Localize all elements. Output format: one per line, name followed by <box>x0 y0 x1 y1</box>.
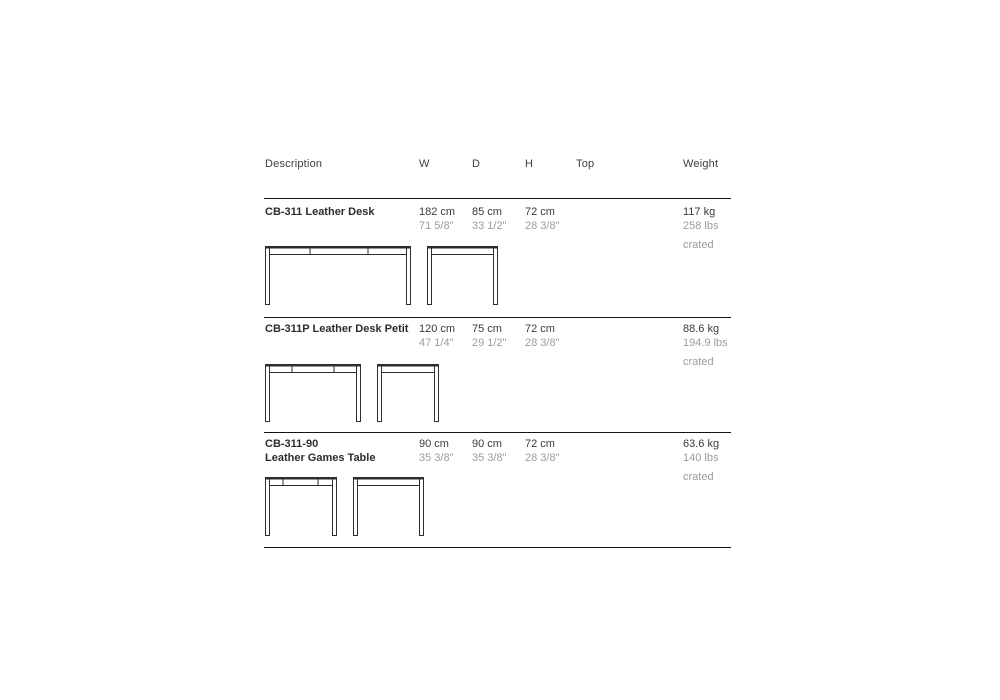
front-view-drawing-cb31190 <box>265 477 337 536</box>
height-cm: 72 cm <box>525 323 555 335</box>
width-cm: 182 cm <box>419 206 456 218</box>
width-inch: 35 3/8" <box>419 452 454 464</box>
weight-kg: 117 kg <box>683 206 716 218</box>
depth-cm: 75 cm <box>472 323 502 335</box>
width-value-row2 <box>419 322 455 350</box>
column-header-height: H <box>525 158 534 170</box>
side-view-drawing-cb311 <box>427 246 498 305</box>
depth-inch: 33 1/2" <box>472 220 507 232</box>
height-cm: 72 cm <box>525 438 555 450</box>
width-cm: 90 cm <box>419 438 449 450</box>
width-value-row3 <box>419 437 454 465</box>
height-value-row3 <box>525 437 560 465</box>
product-name-line1: CB-311P Leather Desk Petit <box>265 323 409 335</box>
depth-value-row2 <box>472 322 507 350</box>
shipping-note-row2: crated <box>683 356 714 368</box>
product-name-row3 <box>265 437 375 465</box>
width-inch: 71 5/8" <box>419 220 454 232</box>
weight-lbs: 140 lbs <box>683 452 719 464</box>
front-view-drawing-cb311 <box>265 246 411 305</box>
depth-value-row3 <box>472 437 507 465</box>
weight-value-row2 <box>683 322 728 350</box>
depth-cm: 90 cm <box>472 438 502 450</box>
weight-value-row3 <box>683 437 719 465</box>
depth-inch: 29 1/2" <box>472 337 507 349</box>
side-view-drawing-cb311p <box>377 364 439 422</box>
column-header-width: W <box>419 158 430 170</box>
column-header-weight: Weight <box>683 158 719 170</box>
table-rule-bottom <box>264 547 731 548</box>
height-inch: 28 3/8" <box>525 337 560 349</box>
width-cm: 120 cm <box>419 323 456 335</box>
column-header-depth: D <box>472 158 481 170</box>
side-view-drawing-cb31190 <box>353 477 424 536</box>
front-view-drawing-cb311p <box>265 364 361 422</box>
depth-inch: 35 3/8" <box>472 452 507 464</box>
height-cm: 72 cm <box>525 206 555 218</box>
product-name-line1: CB-311 Leather Desk <box>265 206 375 218</box>
height-inch: 28 3/8" <box>525 452 560 464</box>
product-name-line2: Leather Games Table <box>265 452 376 464</box>
product-name-row2 <box>265 322 408 336</box>
height-inch: 28 3/8" <box>525 220 560 232</box>
product-name-line1: CB-311-90 <box>265 438 319 450</box>
shipping-note-row1: crated <box>683 239 714 251</box>
depth-cm: 85 cm <box>472 206 502 218</box>
width-value-row1 <box>419 205 455 233</box>
table-rule-row2 <box>264 432 731 433</box>
table-rule-header <box>264 198 731 199</box>
weight-lbs: 258 lbs <box>683 220 719 232</box>
table-rule-row1 <box>264 317 731 318</box>
column-header-description: Description <box>265 158 323 170</box>
shipping-note-row3: crated <box>683 471 714 483</box>
width-inch: 47 1/4" <box>419 337 454 349</box>
weight-value-row1 <box>683 205 718 233</box>
weight-kg: 88.6 kg <box>683 323 720 335</box>
weight-kg: 63.6 kg <box>683 438 720 450</box>
weight-lbs: 194.9 lbs <box>683 337 728 349</box>
product-name-row1 <box>265 205 374 219</box>
depth-value-row1 <box>472 205 507 233</box>
column-header-top: Top <box>576 158 595 170</box>
height-value-row2 <box>525 322 560 350</box>
height-value-row1 <box>525 205 560 233</box>
